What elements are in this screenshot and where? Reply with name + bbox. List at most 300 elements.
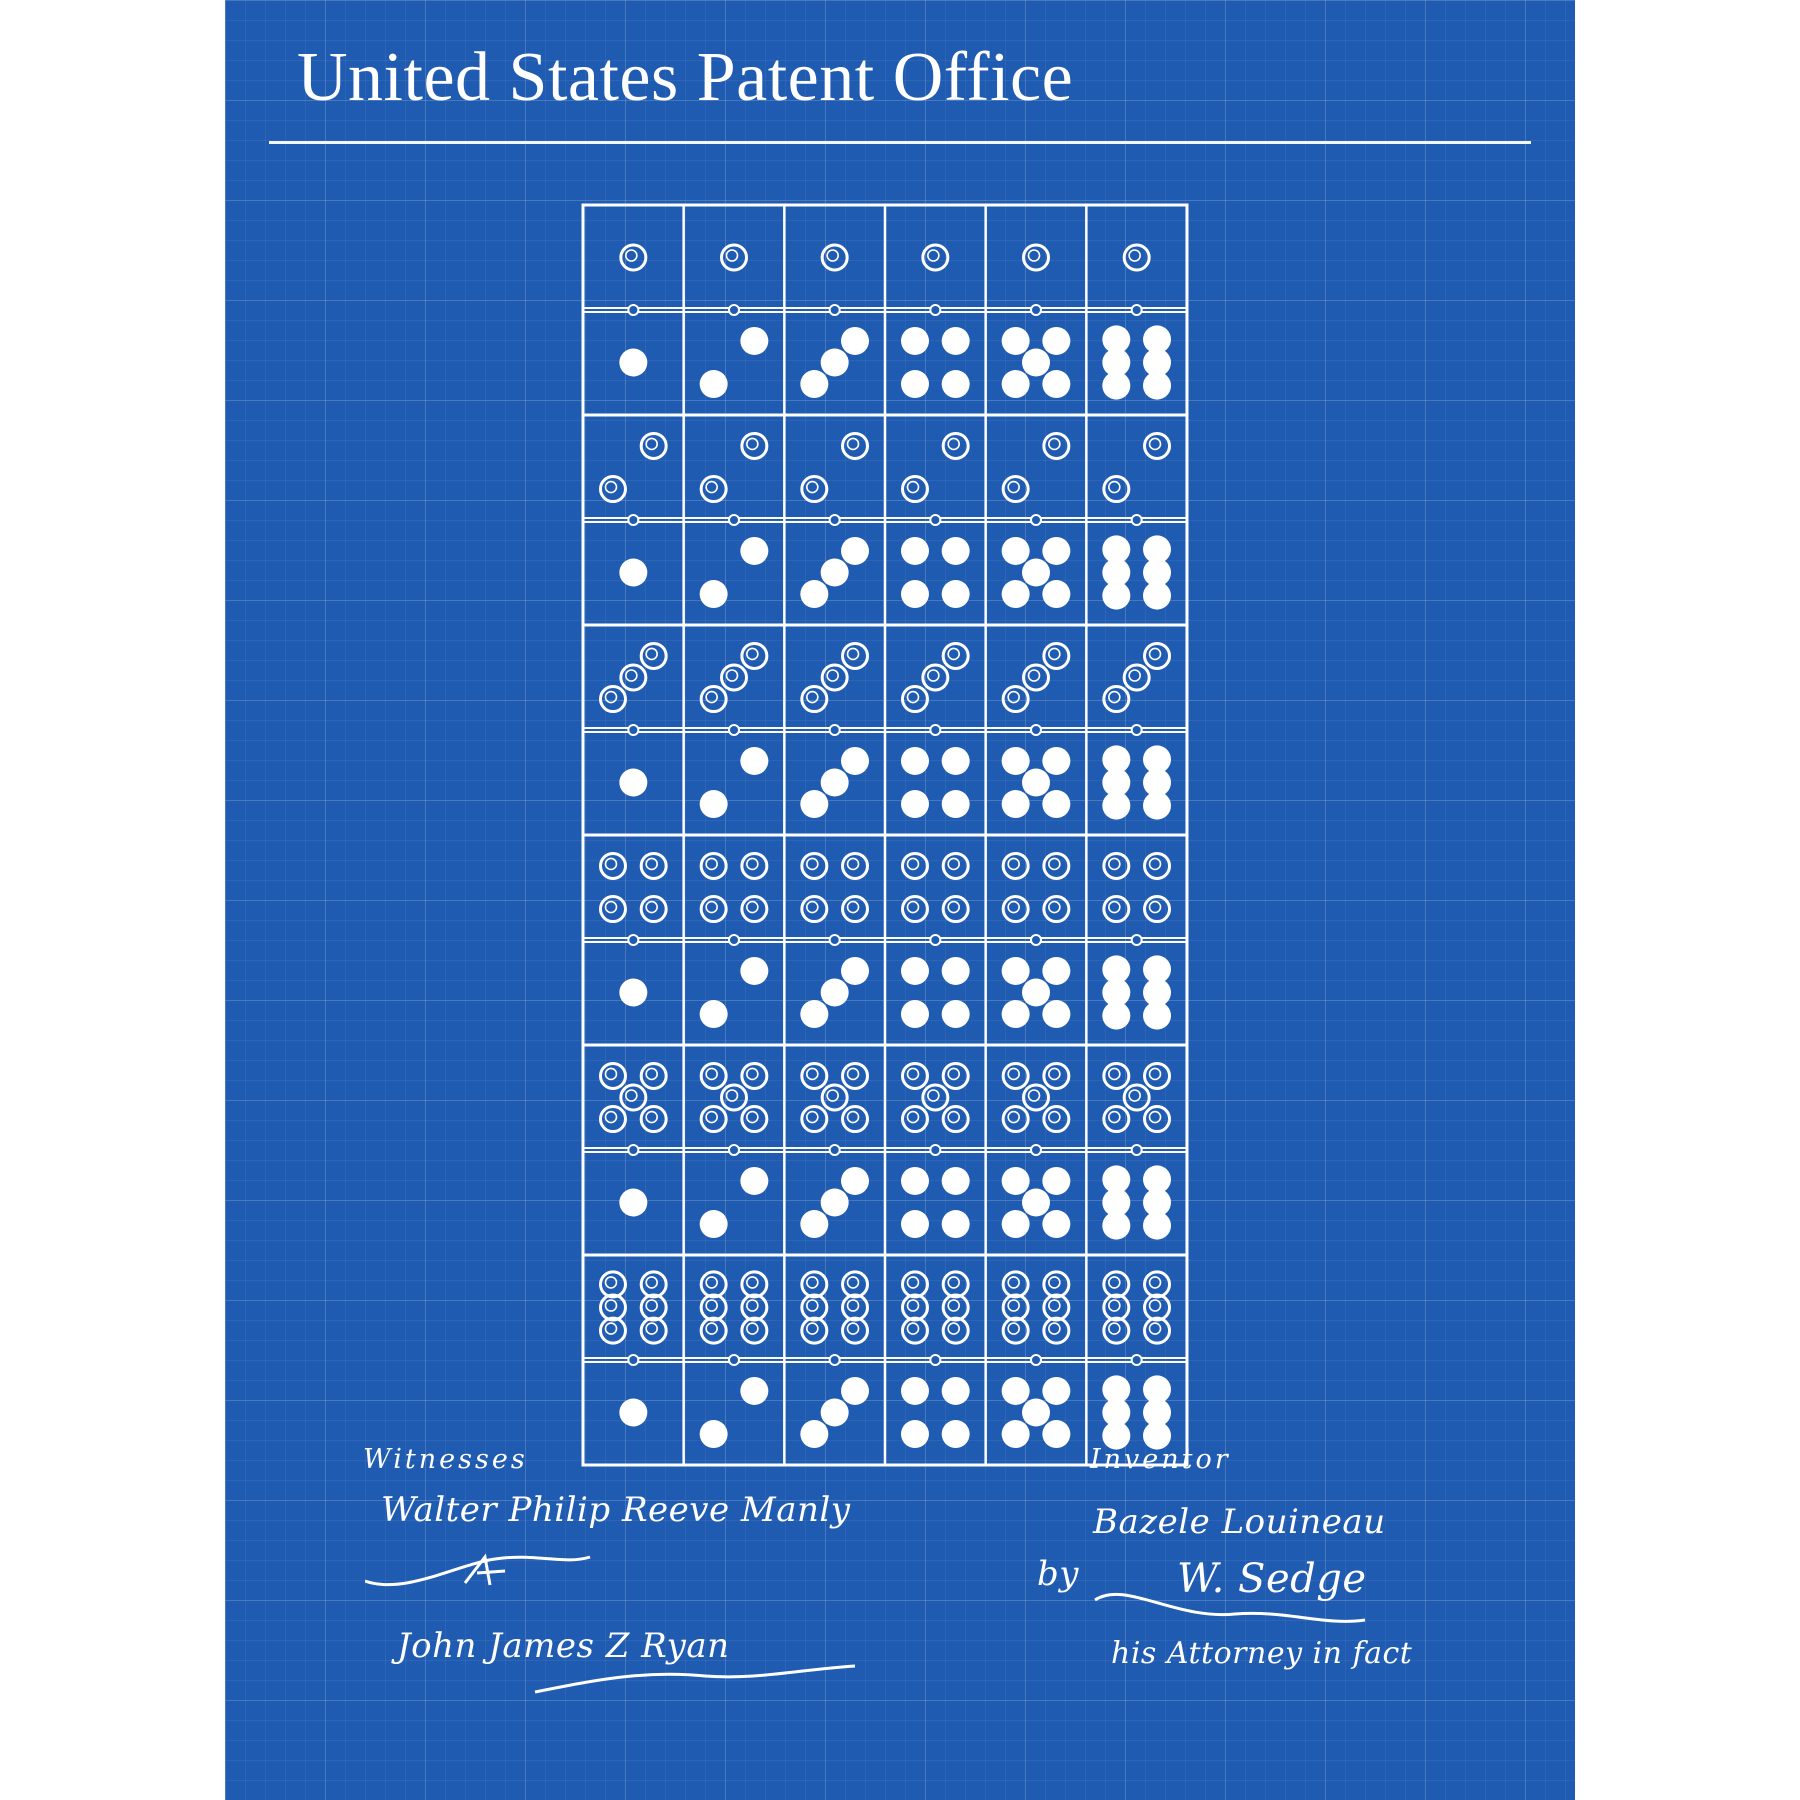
hollow-pip	[843, 853, 868, 878]
hollow-pip-inner	[646, 902, 657, 913]
hollow-pip	[1044, 1063, 1069, 1088]
hollow-pip	[1104, 477, 1129, 502]
hollow-pip-inner	[948, 858, 959, 869]
hollow-pip	[641, 1063, 666, 1088]
hollow-pip	[701, 853, 726, 878]
filled-pip	[700, 1420, 728, 1448]
filled-pip	[1022, 1189, 1050, 1217]
hollow-pip	[1024, 665, 1049, 690]
hollow-pip	[843, 433, 868, 458]
hollow-pip	[1044, 1272, 1069, 1297]
filled-pip	[942, 747, 970, 775]
hollow-pip	[1044, 433, 1069, 458]
hollow-pip-inner	[646, 648, 657, 659]
hollow-pip	[1003, 1272, 1028, 1297]
tile-rivet	[930, 515, 940, 525]
hollow-pip-inner	[848, 1277, 859, 1288]
hollow-pip	[722, 1085, 747, 1110]
hollow-pip-inner	[1008, 1277, 1019, 1288]
filled-pip	[1042, 580, 1070, 608]
hollow-pip-inner	[1029, 670, 1040, 681]
hollow-pip	[701, 1318, 726, 1343]
tile-rivet	[930, 1145, 940, 1155]
hollow-pip-inner	[1008, 858, 1019, 869]
filled-pip	[1143, 372, 1171, 400]
filled-pip	[1143, 582, 1171, 610]
hollow-pip	[802, 1063, 827, 1088]
filled-pip	[740, 1377, 768, 1405]
tile-rivet	[1031, 1145, 1041, 1155]
filled-pip	[942, 1377, 970, 1405]
hollow-pip	[1044, 897, 1069, 922]
filled-pip	[1042, 747, 1070, 775]
hollow-pip-inner	[747, 438, 758, 449]
filled-pip	[740, 1167, 768, 1195]
filled-pip	[700, 580, 728, 608]
hollow-pip-inner	[1049, 858, 1060, 869]
filled-pip	[942, 1210, 970, 1238]
hollow-pip	[742, 1272, 767, 1297]
hollow-pip-inner	[1109, 1323, 1120, 1334]
tile-rivet	[930, 725, 940, 735]
hollow-pip-inner	[1049, 1068, 1060, 1079]
hollow-pip-inner	[848, 1068, 859, 1079]
hollow-pip	[923, 245, 948, 270]
tile-rivet	[930, 305, 940, 315]
hollow-pip	[1104, 1318, 1129, 1343]
tile-rivet	[628, 305, 638, 315]
filled-pip	[841, 1377, 869, 1405]
filled-pip	[901, 327, 929, 355]
hollow-pip-inner	[646, 1068, 657, 1079]
tile-rivet	[628, 1145, 638, 1155]
hollow-pip	[701, 1272, 726, 1297]
hollow-pip-inner	[1109, 1112, 1120, 1123]
hollow-pip	[621, 665, 646, 690]
filled-pip	[1002, 537, 1030, 565]
hollow-pip-inner	[1109, 482, 1120, 493]
attorney-note: his Attorney in fact	[1111, 1636, 1413, 1671]
hollow-pip	[621, 1085, 646, 1110]
filled-pip	[901, 1210, 929, 1238]
filled-pip	[1102, 582, 1130, 610]
hollow-pip	[1003, 1318, 1028, 1343]
filled-pip	[800, 790, 828, 818]
hollow-pip-inner	[807, 692, 818, 703]
hollow-pip-inner	[848, 438, 859, 449]
filled-pip	[1042, 370, 1070, 398]
filled-pip	[942, 1167, 970, 1195]
hollow-pip-inner	[807, 1068, 818, 1079]
hollow-pip-inner	[807, 1277, 818, 1288]
hollow-pip	[600, 1107, 625, 1132]
hollow-pip-inner	[1109, 902, 1120, 913]
hollow-pip-inner	[605, 1277, 616, 1288]
tile-rivet	[930, 1355, 940, 1365]
filled-pip	[800, 1420, 828, 1448]
filled-pip	[1042, 1377, 1070, 1405]
hollow-pip	[1145, 643, 1170, 668]
filled-pip	[1143, 1002, 1171, 1030]
hollow-pip-inner	[747, 1323, 758, 1334]
hollow-pip-inner	[646, 1300, 657, 1311]
hollow-pip	[1145, 1107, 1170, 1132]
filled-pip	[1042, 537, 1070, 565]
hollow-pip	[641, 643, 666, 668]
tile-rivet	[1132, 305, 1142, 315]
tile-rivet	[1132, 1145, 1142, 1155]
hollow-pip	[1003, 687, 1028, 712]
hollow-pip	[600, 1318, 625, 1343]
filled-pip	[1022, 1399, 1050, 1427]
hollow-pip-inner	[1150, 1300, 1161, 1311]
hollow-pip-inner	[1150, 858, 1161, 869]
hollow-pip-inner	[747, 648, 758, 659]
tile-rivet	[1031, 935, 1041, 945]
hollow-pip	[902, 1107, 927, 1132]
hollow-pip-inner	[1129, 1090, 1140, 1101]
hollow-pip-inner	[1008, 1112, 1019, 1123]
hollow-pip-inner	[807, 1300, 818, 1311]
hollow-pip-inner	[1008, 692, 1019, 703]
filled-pip	[901, 1420, 929, 1448]
hollow-pip-inner	[907, 858, 918, 869]
hollow-pip	[802, 897, 827, 922]
hollow-pip	[843, 643, 868, 668]
hollow-pip-inner	[928, 250, 939, 261]
filled-pip	[1042, 1210, 1070, 1238]
filled-pip	[700, 370, 728, 398]
witness-flourish-2	[525, 1640, 865, 1700]
hollow-pip	[722, 665, 747, 690]
hollow-pip	[843, 1318, 868, 1343]
filled-pip	[1002, 1420, 1030, 1448]
hollow-pip	[943, 1272, 968, 1297]
hollow-pip	[1044, 1318, 1069, 1343]
hollow-pip-inner	[646, 1277, 657, 1288]
filled-pip	[1143, 792, 1171, 820]
hollow-pip	[641, 853, 666, 878]
hollow-pip-inner	[848, 1112, 859, 1123]
hollow-pip-inner	[1109, 692, 1120, 703]
tile-rivet	[628, 725, 638, 735]
filled-pip	[619, 769, 647, 797]
hollow-pip-inner	[1049, 1323, 1060, 1334]
hollow-pip-inner	[706, 1068, 717, 1079]
by-label: by	[1037, 1554, 1079, 1594]
hollow-pip-inner	[1150, 1277, 1161, 1288]
hollow-pip-inner	[626, 670, 637, 681]
tile-rivet	[729, 1145, 739, 1155]
hollow-pip-inner	[605, 902, 616, 913]
hollow-pip	[943, 853, 968, 878]
filled-pip	[740, 747, 768, 775]
hollow-pip	[802, 1107, 827, 1132]
hollow-pip-inner	[848, 1300, 859, 1311]
hollow-pip-inner	[646, 858, 657, 869]
hollow-pip-inner	[1150, 438, 1161, 449]
filled-pip	[619, 559, 647, 587]
filled-pip	[901, 747, 929, 775]
filled-pip	[942, 370, 970, 398]
filled-pip	[800, 1000, 828, 1028]
tile-rivet	[729, 515, 739, 525]
hollow-pip	[802, 1272, 827, 1297]
hollow-pip-inner	[907, 692, 918, 703]
hollow-pip	[1044, 853, 1069, 878]
hollow-pip-inner	[807, 902, 818, 913]
tile-rivet	[628, 1355, 638, 1365]
filled-pip	[821, 1399, 849, 1427]
hollow-pip-inner	[807, 1112, 818, 1123]
tile-rivet	[830, 1355, 840, 1365]
hollow-pip	[902, 1272, 927, 1297]
filled-pip	[800, 370, 828, 398]
hollow-pip-inner	[605, 692, 616, 703]
filled-pip	[821, 1189, 849, 1217]
hollow-pip	[1124, 665, 1149, 690]
hollow-pip-inner	[827, 250, 838, 261]
hollow-pip	[701, 1295, 726, 1320]
patent-poster	[225, 0, 1575, 1800]
filled-pip	[1002, 747, 1030, 775]
hollow-pip	[1104, 1063, 1129, 1088]
hollow-pip	[802, 687, 827, 712]
hollow-pip-inner	[706, 692, 717, 703]
hollow-pip	[641, 1272, 666, 1297]
hollow-pip	[843, 1107, 868, 1132]
hollow-pip	[1003, 477, 1028, 502]
hollow-pip	[802, 1318, 827, 1343]
hollow-pip-inner	[807, 858, 818, 869]
filled-pip	[1042, 1000, 1070, 1028]
filled-pip	[1102, 372, 1130, 400]
hollow-pip-inner	[827, 670, 838, 681]
hollow-pip-inner	[727, 670, 738, 681]
hollow-pip-inner	[1008, 482, 1019, 493]
tile-rivet	[1132, 1355, 1142, 1365]
hollow-pip	[1145, 1318, 1170, 1343]
hollow-pip	[1003, 1107, 1028, 1132]
filled-pip	[1022, 349, 1050, 377]
tile-rivet	[729, 1355, 739, 1365]
filled-pip	[901, 1167, 929, 1195]
hollow-pip-inner	[948, 648, 959, 659]
hollow-pip	[902, 897, 927, 922]
tile-rivet	[1031, 1355, 1041, 1365]
filled-pip	[841, 327, 869, 355]
hollow-pip	[722, 245, 747, 270]
hollow-pip-inner	[747, 902, 758, 913]
hollow-pip	[1044, 643, 1069, 668]
tile-rivet	[830, 515, 840, 525]
hollow-pip	[742, 897, 767, 922]
hollow-pip-inner	[1008, 1323, 1019, 1334]
tile-rivet	[830, 1145, 840, 1155]
filled-pip	[740, 327, 768, 355]
hollow-pip	[1003, 897, 1028, 922]
hollow-pip-inner	[1150, 648, 1161, 659]
hollow-pip	[701, 1063, 726, 1088]
hollow-pip-inner	[948, 438, 959, 449]
filled-pip	[619, 1399, 647, 1427]
hollow-pip	[1145, 433, 1170, 458]
hollow-pip	[1145, 1295, 1170, 1320]
hollow-pip	[902, 477, 927, 502]
filled-pip	[901, 1000, 929, 1028]
filled-pip	[1002, 1167, 1030, 1195]
attorney-signature: W. Sedge	[1177, 1556, 1367, 1602]
filled-pip	[1002, 790, 1030, 818]
hollow-pip	[923, 665, 948, 690]
hollow-pip	[923, 1085, 948, 1110]
hollow-pip-inner	[727, 1090, 738, 1101]
hollow-pip-inner	[948, 1300, 959, 1311]
hollow-pip-inner	[807, 482, 818, 493]
tile-rivet	[1132, 725, 1142, 735]
filled-pip	[1042, 957, 1070, 985]
filled-pip	[942, 1420, 970, 1448]
hollow-pip	[742, 1107, 767, 1132]
hollow-pip-inner	[747, 1068, 758, 1079]
hollow-pip	[802, 477, 827, 502]
hollow-pip-inner	[907, 1323, 918, 1334]
hollow-pip	[742, 433, 767, 458]
hollow-pip	[1104, 853, 1129, 878]
hollow-pip-inner	[1008, 1300, 1019, 1311]
filled-pip	[841, 747, 869, 775]
filled-pip	[1102, 1212, 1130, 1240]
hollow-pip-inner	[1109, 1277, 1120, 1288]
hollow-pip-inner	[727, 250, 738, 261]
filled-pip	[841, 537, 869, 565]
hollow-pip	[1145, 853, 1170, 878]
filled-pip	[1002, 957, 1030, 985]
filled-pip	[1022, 769, 1050, 797]
hollow-pip-inner	[827, 1090, 838, 1101]
hollow-pip	[822, 245, 847, 270]
witness-signature-2: John James Z Ryan	[397, 1626, 730, 1666]
hollow-pip	[1003, 1063, 1028, 1088]
hollow-pip	[1003, 853, 1028, 878]
filled-pip	[1022, 979, 1050, 1007]
hollow-pip	[902, 853, 927, 878]
hollow-pip-inner	[907, 1112, 918, 1123]
filled-pip	[700, 1210, 728, 1238]
hollow-pip	[641, 1295, 666, 1320]
domino-grid-lines	[583, 205, 1187, 1465]
hollow-pip-inner	[948, 1277, 959, 1288]
hollow-pip	[1145, 897, 1170, 922]
filled-pip	[700, 1000, 728, 1028]
hollow-pip-inner	[706, 1277, 717, 1288]
hollow-pip-inner	[948, 1323, 959, 1334]
hollow-pip-inner	[1049, 1112, 1060, 1123]
hollow-pip	[943, 1318, 968, 1343]
hollow-pip	[701, 687, 726, 712]
filled-pip	[1042, 1167, 1070, 1195]
hollow-pip	[1024, 245, 1049, 270]
filled-pip	[901, 580, 929, 608]
filled-pip	[800, 580, 828, 608]
hollow-pip	[641, 1318, 666, 1343]
hollow-pip	[641, 897, 666, 922]
filled-pip	[1002, 1210, 1030, 1238]
filled-pip	[841, 1167, 869, 1195]
hollow-pip	[902, 1063, 927, 1088]
hollow-pip	[600, 1272, 625, 1297]
hollow-pip	[1104, 1272, 1129, 1297]
hollow-pip	[1044, 1107, 1069, 1132]
hollow-pip-inner	[848, 858, 859, 869]
filled-pip	[1002, 580, 1030, 608]
hollow-pip-inner	[646, 1112, 657, 1123]
filled-pip	[1102, 1002, 1130, 1030]
attorney-flourish	[1085, 1570, 1385, 1640]
filled-pip	[1042, 1420, 1070, 1448]
hollow-pip	[701, 1107, 726, 1132]
hollow-pip	[641, 433, 666, 458]
filled-pip	[841, 957, 869, 985]
hollow-pip	[902, 1318, 927, 1343]
hollow-pip	[1104, 897, 1129, 922]
hollow-pip-inner	[706, 858, 717, 869]
hollow-pip-inner	[807, 1323, 818, 1334]
filled-pip	[942, 790, 970, 818]
filled-pip	[821, 979, 849, 1007]
hollow-pip	[1145, 1063, 1170, 1088]
hollow-pip-inner	[907, 1277, 918, 1288]
filled-pip	[821, 349, 849, 377]
filled-pip	[942, 537, 970, 565]
hollow-pip	[1145, 1272, 1170, 1297]
hollow-pip-inner	[605, 482, 616, 493]
filled-pip	[1002, 1377, 1030, 1405]
hollow-pip	[943, 1107, 968, 1132]
hollow-pip-inner	[646, 1323, 657, 1334]
filled-pip	[1002, 370, 1030, 398]
page-title: United States Patent Office	[297, 39, 1074, 116]
tile-rivet	[1031, 515, 1041, 525]
hollow-pip-inner	[1109, 1068, 1120, 1079]
hollow-pip	[943, 643, 968, 668]
hollow-pip-inner	[605, 858, 616, 869]
hollow-pip	[802, 1295, 827, 1320]
filled-pip	[740, 537, 768, 565]
hollow-pip-inner	[747, 1300, 758, 1311]
filled-pip	[619, 349, 647, 377]
hollow-pip-inner	[1029, 1090, 1040, 1101]
hollow-pip-inner	[907, 1300, 918, 1311]
hollow-pip	[600, 853, 625, 878]
hollow-pip-inner	[1049, 438, 1060, 449]
hollow-pip	[1104, 1295, 1129, 1320]
hollow-pip	[1044, 1295, 1069, 1320]
hollow-pip-inner	[948, 1112, 959, 1123]
filled-pip	[1022, 559, 1050, 587]
hollow-pip-inner	[1129, 250, 1140, 261]
hollow-pip	[621, 245, 646, 270]
filled-pip	[1042, 790, 1070, 818]
hollow-pip-inner	[1129, 670, 1140, 681]
tile-rivet	[729, 305, 739, 315]
hollow-pip-inner	[747, 1112, 758, 1123]
hollow-pip	[822, 1085, 847, 1110]
filled-pip	[901, 537, 929, 565]
filled-pip	[942, 957, 970, 985]
hollow-pip-inner	[1150, 902, 1161, 913]
tile-rivet	[729, 725, 739, 735]
